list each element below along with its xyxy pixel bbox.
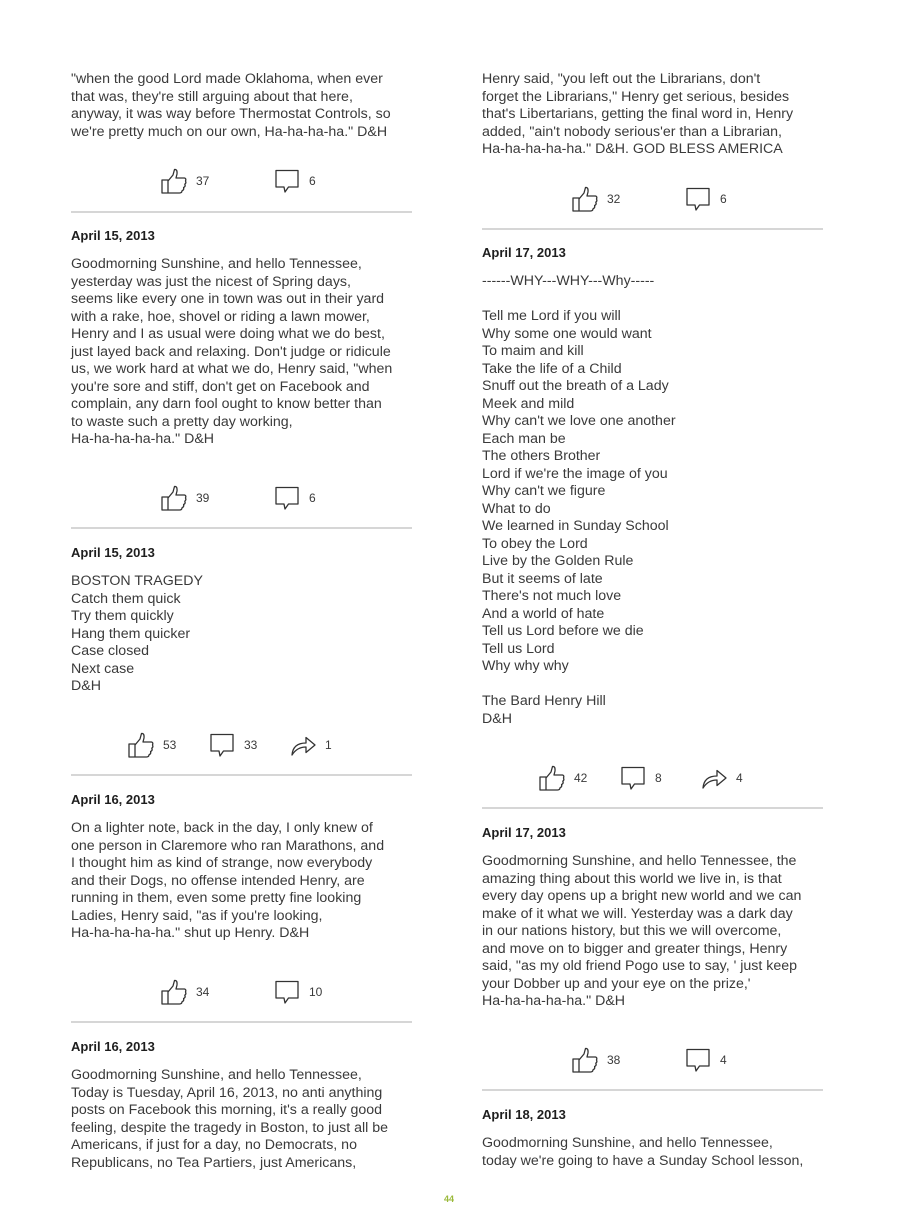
post-text: Goodmorning Sunshine, and hello Tennessee, today we're going to have a Sunday School lesson, [482,1135,804,1169]
reaction-bar [482,182,823,216]
post-date: April 17, 2013 [482,825,566,840]
thumbs-up-icon [571,185,599,213]
comment-bubble-icon [684,1046,712,1074]
reaction-bar [71,481,412,515]
comment-bubble-icon [273,167,301,195]
thumbs-up-icon [127,731,155,759]
post-separator [482,1089,823,1091]
reaction-bar [482,761,823,795]
comment-button[interactable] [273,164,316,198]
comment-button[interactable] [619,761,662,795]
post-text: Goodmorning Sunshine, and hello Tennessee, yesterday was just the nicest of Spring days, seems like every one in town was out in their yard with a rake, hoe, shovel or riding a lawn mower, Henry and I as usual were doing what we do best, just layed back and relaxing. Don't judge or ridicule us, we work hard at what we do, Henry said, "when you're sore and stiff, don't get on Facebook and complain, any darn fool ought to know better than to waste such a pretty day working, Ha-ha-ha-ha-ha." D&H [71,256,393,447]
comment-bubble-icon [273,978,301,1006]
comment-bubble-icon [684,185,712,213]
post-text: ------WHY---WHY---Why----- Tell me Lord if you will Why some one would want To maim and kill Take the life of a Child Snuff out the breath of a Lady Meek and mild Why can't we love one another Each man be The others Brother Lord if we're the image of you Why can't we figure What to do We learned in Sunday School To obey the Lord Live by the Golden Rule But it seems of late There's not much love And a world of hate Tell us Lord before we die Tell us Lord Why why why The Bard Henry Hill D&H [482,273,676,727]
comment-button[interactable] [273,481,316,515]
reaction-bar [71,728,412,762]
like-button[interactable] [571,1043,620,1077]
post-text: On a lighter note, back in the day, I only knew of one person in Claremore who ran Marathons, and I thought him as kind of strange, now everybody and their Dogs, no offense intended Henry, are running in them, even some pretty fine looking Ladies, Henry said, "as if you're looking, Ha-ha-ha-ha-ha." shut up Henry. D&H [71,820,385,941]
comment-bubble-icon [619,764,647,792]
share-count: 1 [325,738,332,752]
like-button[interactable] [160,164,209,198]
thumbs-up-icon [571,1046,599,1074]
comment-button[interactable] [273,975,322,1009]
post-date: April 16, 2013 [71,792,155,807]
share-count: 4 [736,771,743,785]
share-button[interactable] [289,728,332,762]
comment-count: 6 [309,174,316,188]
like-count: 38 [607,1053,621,1067]
like-count: 37 [196,174,210,188]
like-button[interactable] [571,182,620,216]
reaction-bar [482,1043,823,1077]
post-separator [71,1021,412,1023]
like-button[interactable] [127,728,176,762]
post-continued-text: Henry said, "you left out the Librarians, don't forget the Librarians," Henry get serious, besides that's Libertarians, getting the final word in, Henry added, "ain't nobody serious'er than a Librarian, Ha-ha-ha-ha-ha." D&H. GOD BLESS AMERICA [482,71,794,157]
comment-button[interactable] [684,182,727,216]
thumbs-up-icon [160,484,188,512]
thumbs-up-icon [160,978,188,1006]
comment-count: 8 [655,771,662,785]
comment-button[interactable] [684,1043,727,1077]
thumbs-up-icon [160,167,188,195]
post-continued-text: "when the good Lord made Oklahoma, when ever that was, they're still arguing about that here, anyway, it was way before Thermostat Controls, so we're pretty much on our own, Ha-ha-ha-ha." D&H [71,71,391,140]
comment-bubble-icon [208,731,236,759]
post-date: April 17, 2013 [482,245,566,260]
post-text: Goodmorning Sunshine, and hello Tennessee, Today is Tuesday, April 16, 2013, no anti anything posts on Facebook this morning, it's a really good feeling, despite the tragedy in Boston, to just all be Americans, if just for a day, no Democrats, no Republicans, no Tea Partiers, just Americans, [71,1067,389,1171]
like-count: 39 [196,491,210,505]
thumbs-up-icon [538,764,566,792]
like-button[interactable] [538,761,587,795]
comment-count: 10 [309,985,323,999]
share-arrow-icon [700,764,728,792]
like-count: 42 [574,771,588,785]
comment-count: 6 [309,491,316,505]
post-separator [71,211,412,213]
comment-count: 33 [244,738,258,752]
post-text: BOSTON TRAGEDY Catch them quick Try them quickly Hang them quicker Case closed Next case D&H [71,573,203,694]
like-count: 32 [607,192,621,206]
post-date: April 18, 2013 [482,1107,566,1122]
like-button[interactable] [160,481,209,515]
comment-button[interactable] [208,728,257,762]
post-date: April 15, 2013 [71,545,155,560]
like-count: 34 [196,985,210,999]
post-date: April 15, 2013 [71,228,155,243]
page-number: 44 [443,1194,454,1204]
post-separator [71,527,412,529]
comment-count: 4 [720,1053,727,1067]
post-separator [482,807,823,809]
like-button[interactable] [160,975,209,1009]
post-separator [71,774,412,776]
post-date: April 16, 2013 [71,1039,155,1054]
like-count: 53 [163,738,177,752]
reaction-bar [71,164,412,198]
comment-count: 6 [720,192,727,206]
post-separator [482,228,823,230]
post-text: Goodmorning Sunshine, and hello Tennessee, the amazing thing about this world we live in, is that every day opens up a bright new world and we can make of it what we will. Yesterday was a dark day in our nations history, but this we will overcome, and move on to bigger and greater things, Henry said, "as my old friend Pogo use to say, ' just keep your Dobber up and your eye on the prize,' Ha-ha-ha-ha-ha." D&H [482,853,802,1009]
comment-bubble-icon [273,484,301,512]
reaction-bar [71,975,412,1009]
share-button[interactable] [700,761,743,795]
share-arrow-icon [289,731,317,759]
